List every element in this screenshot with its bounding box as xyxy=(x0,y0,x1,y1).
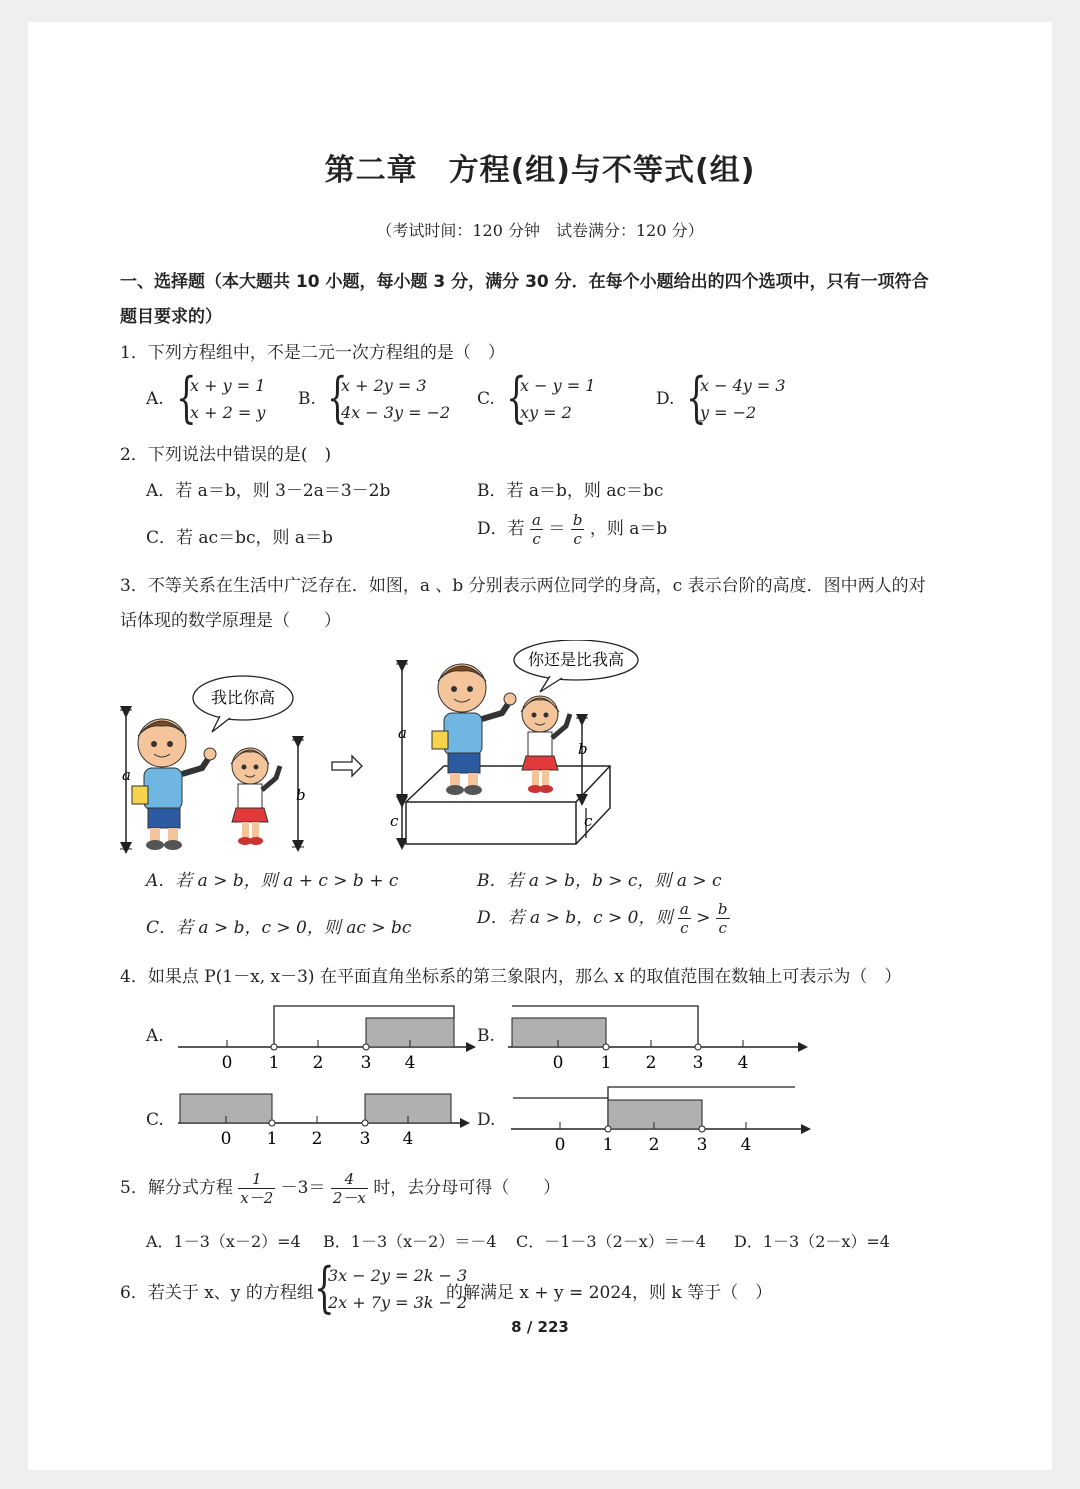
q5-option-b: B．1－3（x－2）＝－4 xyxy=(323,1232,497,1251)
q4-option-c-label: C. xyxy=(146,1110,164,1130)
q2-stem: 2．下列说法中错误的是( ) xyxy=(120,445,332,465)
svg-text:1: 1 xyxy=(266,1129,278,1149)
q5-stem: 5．解分式方程 $\frac{1}{x-2}$ －3＝ $\frac{4}{2-x}$ 时，去分母可得（ ） xyxy=(120,1170,561,1207)
svg-text:1: 1 xyxy=(268,1053,280,1073)
q1-option-a-label: A. xyxy=(146,389,164,409)
q3-figure xyxy=(110,640,670,860)
q4-option-d-label: D. xyxy=(477,1110,496,1130)
q1-option-d-system xyxy=(686,366,786,429)
svg-text:1: 1 xyxy=(602,1135,614,1155)
label-c-right: c xyxy=(584,812,593,830)
fraction-4-over-2-minus-x: $\frac{4}{2-x}$ xyxy=(332,1170,366,1207)
girl-icon xyxy=(231,748,280,845)
q6-eq2: 2x + 7y = 3k − 2 xyxy=(328,1293,468,1312)
page-number: 8 / 223 xyxy=(511,1318,569,1336)
section-heading-line1: 一、选择题（本大题共 10 小题，每小题 3 分，满分 30 分．在每个小题给出的四个选项中，只有一项符合 xyxy=(120,272,929,292)
svg-text:4: 4 xyxy=(737,1053,749,1073)
svg-text:0: 0 xyxy=(554,1135,566,1155)
q2-option-d: D．若 $\frac{a}{c}$ ＝ $\frac{b}{c}$ ，则 a＝b xyxy=(477,511,668,548)
q1-b-eq2: 4x − 3y = −2 xyxy=(341,403,451,422)
page-title: 第二章 方程(组)与不等式(组) xyxy=(324,153,756,188)
svg-text:3: 3 xyxy=(692,1053,704,1073)
q4-numberline-b xyxy=(500,1000,815,1080)
q1-option-d-label: D. xyxy=(656,389,675,409)
q1-a-eq2: x + 2 = y xyxy=(190,403,266,422)
q3-stem-line2: 话体现的数学原理是（ ） xyxy=(120,611,341,631)
q1-option-b-label: B. xyxy=(298,389,316,409)
speech-bubble-left: 我比你高 xyxy=(210,688,276,707)
q3-stem-line1: 3．不等关系在生活中广泛存在．如图，a 、b 分别表示两位同学的身高，c 表示台阶的高度．图中两人的对 xyxy=(120,576,926,596)
fraction-b-over-c: $\frac{b}{c}$ xyxy=(717,900,728,937)
q2-option-a: A．若 a＝b，则 3－2a＝3－2b xyxy=(146,481,391,501)
svg-text:2: 2 xyxy=(645,1053,657,1073)
right-scene xyxy=(390,640,638,844)
q3-option-b: B．若 a > b，b > c，则 a > c xyxy=(477,871,722,891)
exam-info: （考试时间：120 分钟 试卷满分：120 分） xyxy=(376,221,704,240)
brace-icon: { xyxy=(314,1256,335,1319)
q4-stem: 4．如果点 P(1－x, x－3) 在平面直角坐标系的第三象限内，那么 x 的取值范围在数轴上可表示为（ ） xyxy=(120,967,902,987)
svg-text:2: 2 xyxy=(648,1135,660,1155)
label-b-right: b xyxy=(578,740,588,758)
svg-text:4: 4 xyxy=(740,1135,752,1155)
q1-c-eq1: x − y = 1 xyxy=(520,376,596,395)
svg-text:4: 4 xyxy=(402,1129,414,1149)
svg-text:3: 3 xyxy=(360,1053,372,1073)
q2-option-b: B．若 a＝b，则 ac＝bc xyxy=(477,481,664,501)
svg-text:3: 3 xyxy=(359,1129,371,1149)
q1-stem: 1．下列方程组中，不是二元一次方程组的是（ ） xyxy=(120,343,505,363)
q3-option-c: C．若 a > b，c > 0，则 ac > bc xyxy=(146,918,412,938)
q5-option-a: A．1－3（x－2）=4 xyxy=(146,1232,301,1251)
q5-option-d: D．1－3（2－x）=4 xyxy=(734,1232,890,1251)
brace-icon: { xyxy=(506,366,527,429)
fraction-a-over-c: $\frac{a}{c}$ xyxy=(679,900,689,937)
label-b-left: b xyxy=(296,786,306,804)
q4-option-a-label: A. xyxy=(146,1026,164,1046)
q4-numberline-d xyxy=(505,1080,820,1160)
q1-option-c-label: C. xyxy=(477,389,495,409)
q2-option-c: C．若 ac＝bc，则 a＝b xyxy=(146,528,333,548)
label-a-left: a xyxy=(122,766,131,784)
svg-text:4: 4 xyxy=(404,1053,416,1073)
q1-c-eq2: xy = 2 xyxy=(520,403,572,422)
svg-text:2: 2 xyxy=(311,1129,323,1149)
q3-option-d: D．若 a > b，c > 0，则 $\frac{a}{c}$ > $\frac{b}{c}$ xyxy=(477,900,728,937)
fraction-a-over-c: $\frac{a}{c}$ xyxy=(532,511,541,548)
label-c-right-left: c xyxy=(390,812,399,830)
q1-option-b-system xyxy=(327,366,451,429)
q6-stem-pre: 6．若关于 x、y 的方程组 xyxy=(120,1283,314,1303)
speech-bubble-right: 你还是比我高 xyxy=(527,650,625,669)
q6-stem-post: 的解满足 x + y = 2024，则 k 等于（ ） xyxy=(446,1283,773,1303)
boy-icon xyxy=(132,719,216,850)
svg-text:0: 0 xyxy=(220,1129,232,1149)
svg-text:3: 3 xyxy=(696,1135,708,1155)
q4-numberline-c xyxy=(170,1085,480,1155)
q1-option-a-system xyxy=(176,366,266,429)
q6-eq1: 3x − 2y = 2k − 3 xyxy=(328,1266,468,1285)
q1-a-eq1: x + y = 1 xyxy=(190,376,266,395)
q4-option-b-label: B. xyxy=(477,1026,495,1046)
q1-d-eq1: x − 4y = 3 xyxy=(700,376,786,395)
arrow-right-icon xyxy=(332,756,362,776)
svg-text:0: 0 xyxy=(221,1053,233,1073)
q4-numberline-a xyxy=(170,1000,480,1080)
q1-d-eq2: y = −2 xyxy=(700,403,757,422)
svg-text:1: 1 xyxy=(600,1053,612,1073)
label-a-right: a xyxy=(398,724,407,742)
svg-text:2: 2 xyxy=(312,1053,324,1073)
brace-icon: { xyxy=(176,366,197,429)
fraction-b-over-c: $\frac{b}{c}$ xyxy=(572,511,583,548)
brace-icon: { xyxy=(327,366,348,429)
fraction-1-over-x-minus-2: $\frac{1}{x-2}$ xyxy=(240,1170,274,1207)
left-scene xyxy=(120,676,306,850)
q1-b-eq1: x + 2y = 3 xyxy=(341,376,427,395)
q3-option-a: A．若 a > b，则 a + c > b + c xyxy=(146,871,399,891)
section-heading-line2: 题目要求的） xyxy=(120,307,222,327)
q5-option-c: C．－1－3（2－x）＝－4 xyxy=(516,1232,706,1251)
q1-option-c-system xyxy=(506,366,596,429)
brace-icon: { xyxy=(686,366,707,429)
step-box-icon xyxy=(406,766,610,844)
svg-text:0: 0 xyxy=(552,1053,564,1073)
